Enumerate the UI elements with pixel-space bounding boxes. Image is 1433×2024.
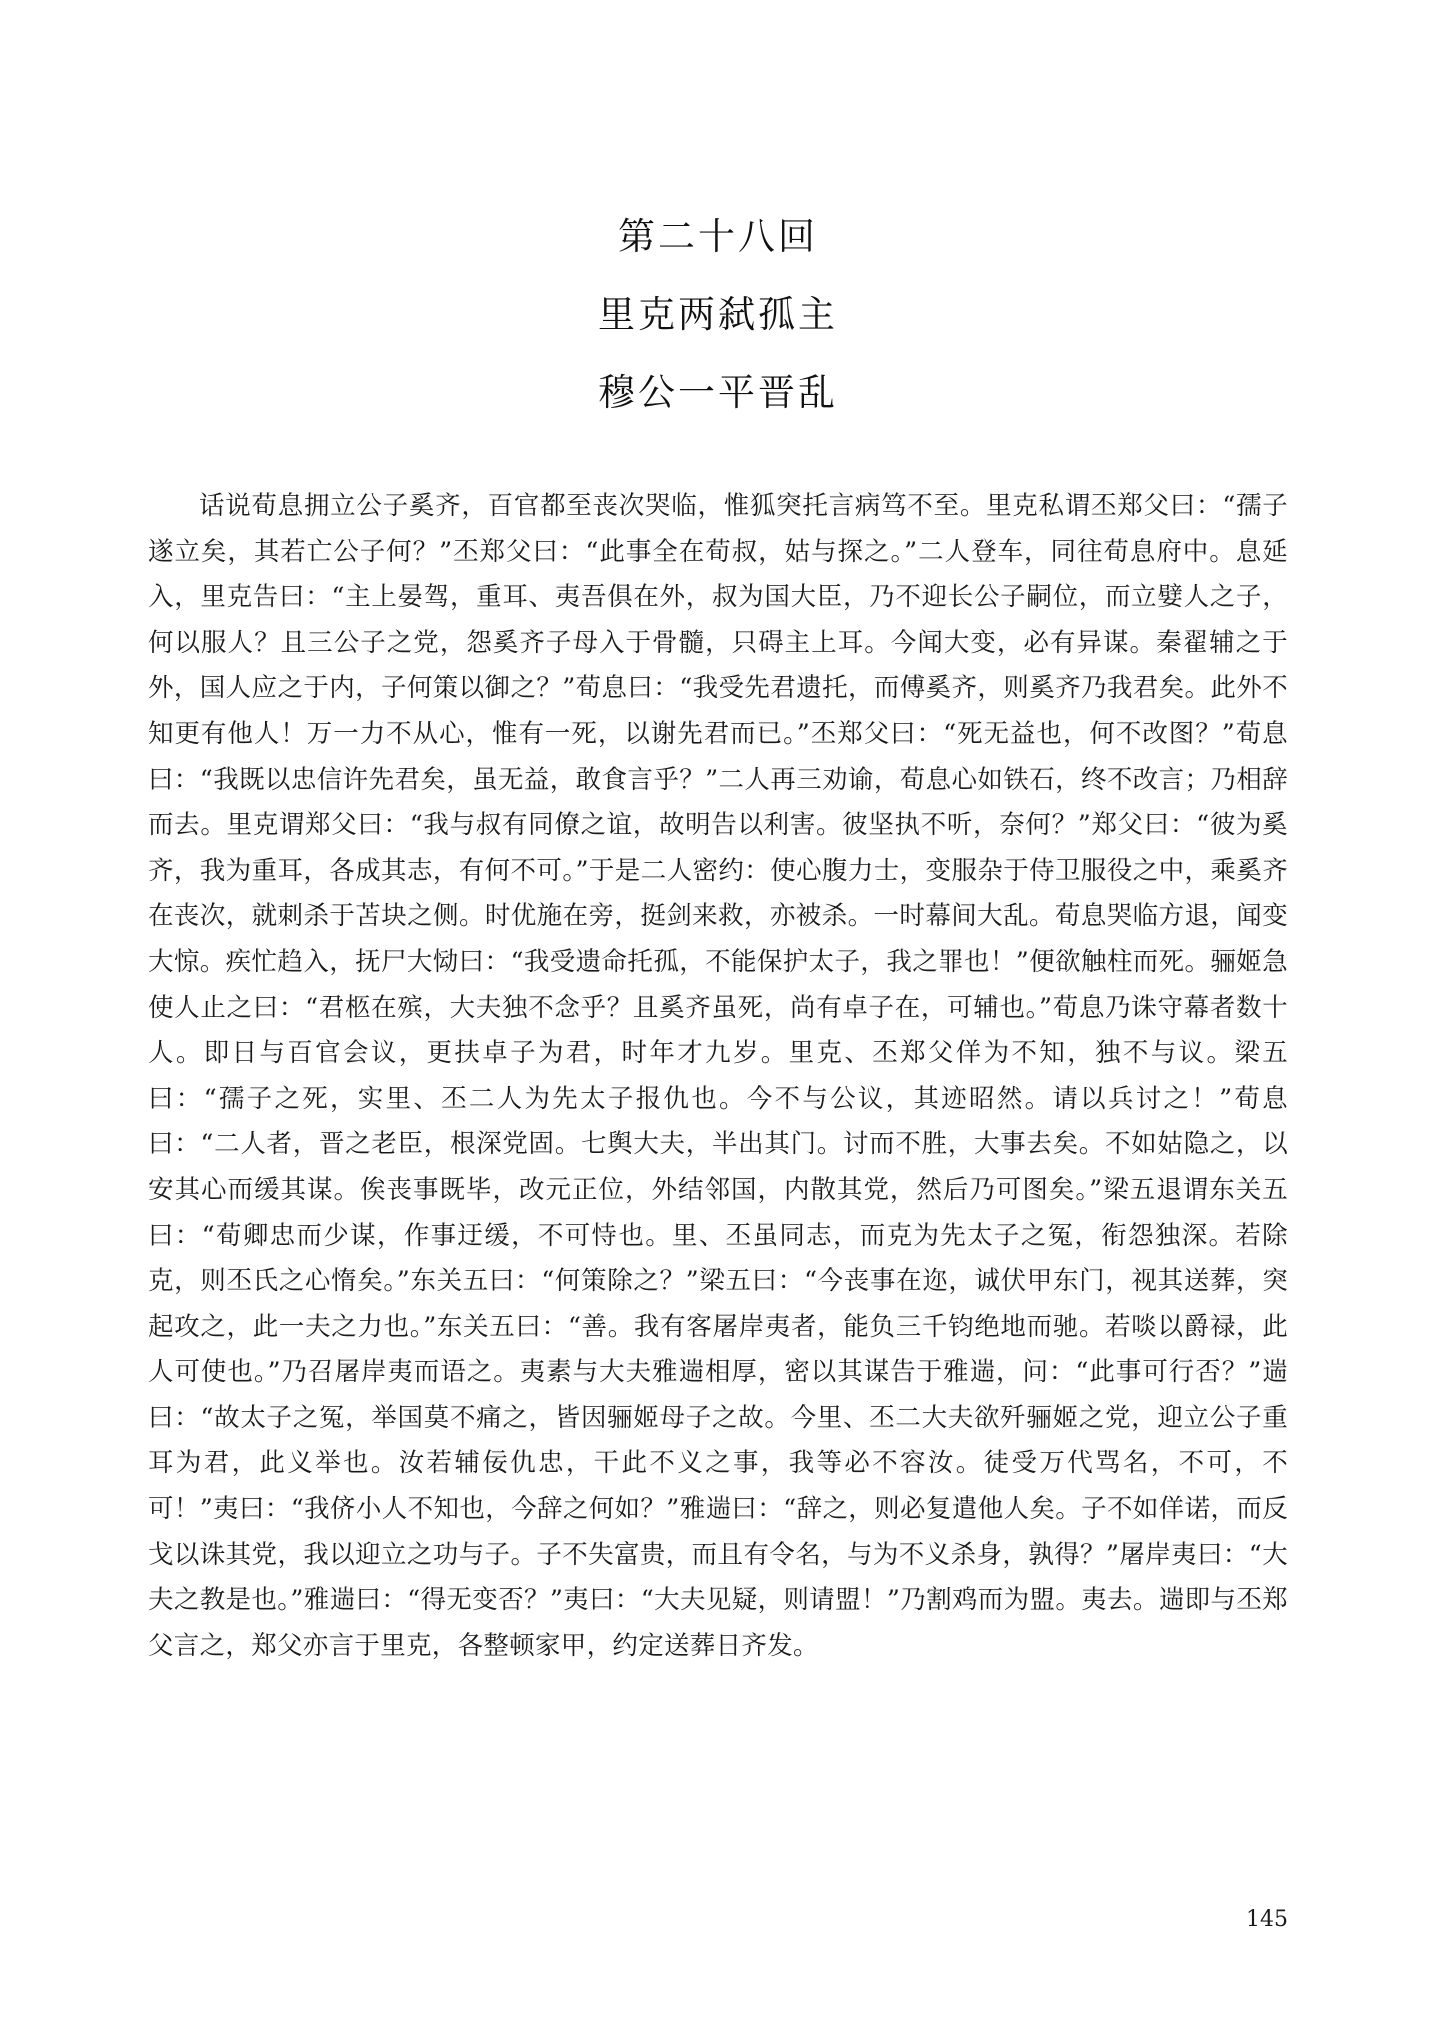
chapter-title-line-2: 穆公一平晋乱 bbox=[598, 371, 838, 414]
chapter-heading bbox=[148, 198, 1288, 432]
page-content bbox=[148, 0, 1288, 1669]
chapter-title-line-1: 里克两弑孤主 bbox=[598, 293, 838, 336]
chapter-number: 第二十八回 bbox=[618, 215, 818, 258]
body-paragraph: 话说荀息拥立公子奚齐，百官都至丧次哭临，惟狐突托言病笃不至。里克私谓丕郑父曰：“孺子遂立矣，其若亡公子何？”丕郑父曰：“此事全在荀叔，姑与探之。”二人登车，同往荀息府中。息延入，里克告曰：“主上晏驾，重耳、夷吾俱在外，叔为国大臣，乃不迎长公子嗣位，而立嬖人之子，何以服人？且三公子之党，怨奚齐子母入于骨髓，只碍主上耳。今闻大变，必有异谋。秦翟辅之于外，国人应之于内，子何策以御之？”荀息曰：“我受先君遗托，而傅奚齐，则奚齐乃我君矣。此外不知更有他人！万一力不从心，惟有一死，以谢先君而已。”丕郑父曰：“死无益也，何不改图？”荀息曰：“我既以忠信许先君矣，虽无益，敢食言乎？”二人再三劝谕，荀息心如铁石，终不改言；乃相辞而去。里克谓郑父曰：“我与叔有同僚之谊，故明告以利害。彼坚执不听，奈何？”郑父曰：“彼为奚齐，我为重耳，各成其志，有何不可。”于是二人密约：使心腹力士，变服杂于侍卫服役之中，乘奚齐在丧次，就刺杀于苫块之侧。时优施在旁，挺剑来救，亦被杀。一时幕间大乱。荀息哭临方退，闻变大惊。疾忙趋入，抚尸大恸曰：“我受遗命托孤，不能保护太子，我之罪也！”便欲触柱而死。骊姬急使人止之曰：“君柩在殡，大夫独不念乎？且奚齐虽死，尚有卓子在，可辅也。”荀息乃诛守幕者数十人。即日与百官会议，更扶卓子为君，时年才九岁。里克、丕郑父佯为不知，独不与议。梁五曰：“孺子之死，实里、丕二人为先太子报仇也。今不与公议，其迹昭然。请以兵讨之！”荀息曰：“二人者，晋之老臣，根深党固。七舆大夫，半出其门。讨而不胜，大事去矣。不如姑隐之，以安其心而缓其谋。俟丧事既毕，改元正位，外结邻国，内散其党，然后乃可图矣。”梁五退谓东关五曰：“荀卿忠而少谋，作事迂缓，不可恃也。里、丕虽同志，而克为先太子之冤，衔怨独深。若除克，则丕氏之心惰矣。”东关五曰：“何策除之？”梁五曰：“今丧事在迩，诚伏甲东门，视其送葬，突起攻之，此一夫之力也。”东关五曰：“善。我有客屠岸夷者，能负三千钧绝地而驰。若啖以爵禄，此人可使也。”乃召屠岸夷而语之。夷素与大夫雅遄相厚，密以其谋告于雅遄，问：“此事可行否？”遄曰：“故太子之冤，举国莫不痛之，皆因骊姬母子之故。今里、丕二大夫欲歼骊姬之党，迎立公子重耳为君，此义举也。汝若辅佞仇忠，干此不义之事，我等必不容汝。徒受万代骂名，不可，不可！”夷曰：“我侪小人不知也，今辞之何如？”雅遄曰：“辞之，则必复遣他人矣。子不如佯诺，而反戈以诛其党，我以迎立之功与子。子不失富贵，而且有令名，与为不义杀身，孰得？”屠岸夷曰：“大夫之教是也。”雅遄曰：“得无变否？”夷曰：“大夫见疑，则请盟！”乃割鸡而为盟。夷去。遄即与丕郑父言之，郑父亦言于里克，各整顿家甲，约定送葬日齐发。 bbox=[148, 491, 1288, 1661]
page-number: 145 bbox=[1246, 1907, 1288, 1932]
